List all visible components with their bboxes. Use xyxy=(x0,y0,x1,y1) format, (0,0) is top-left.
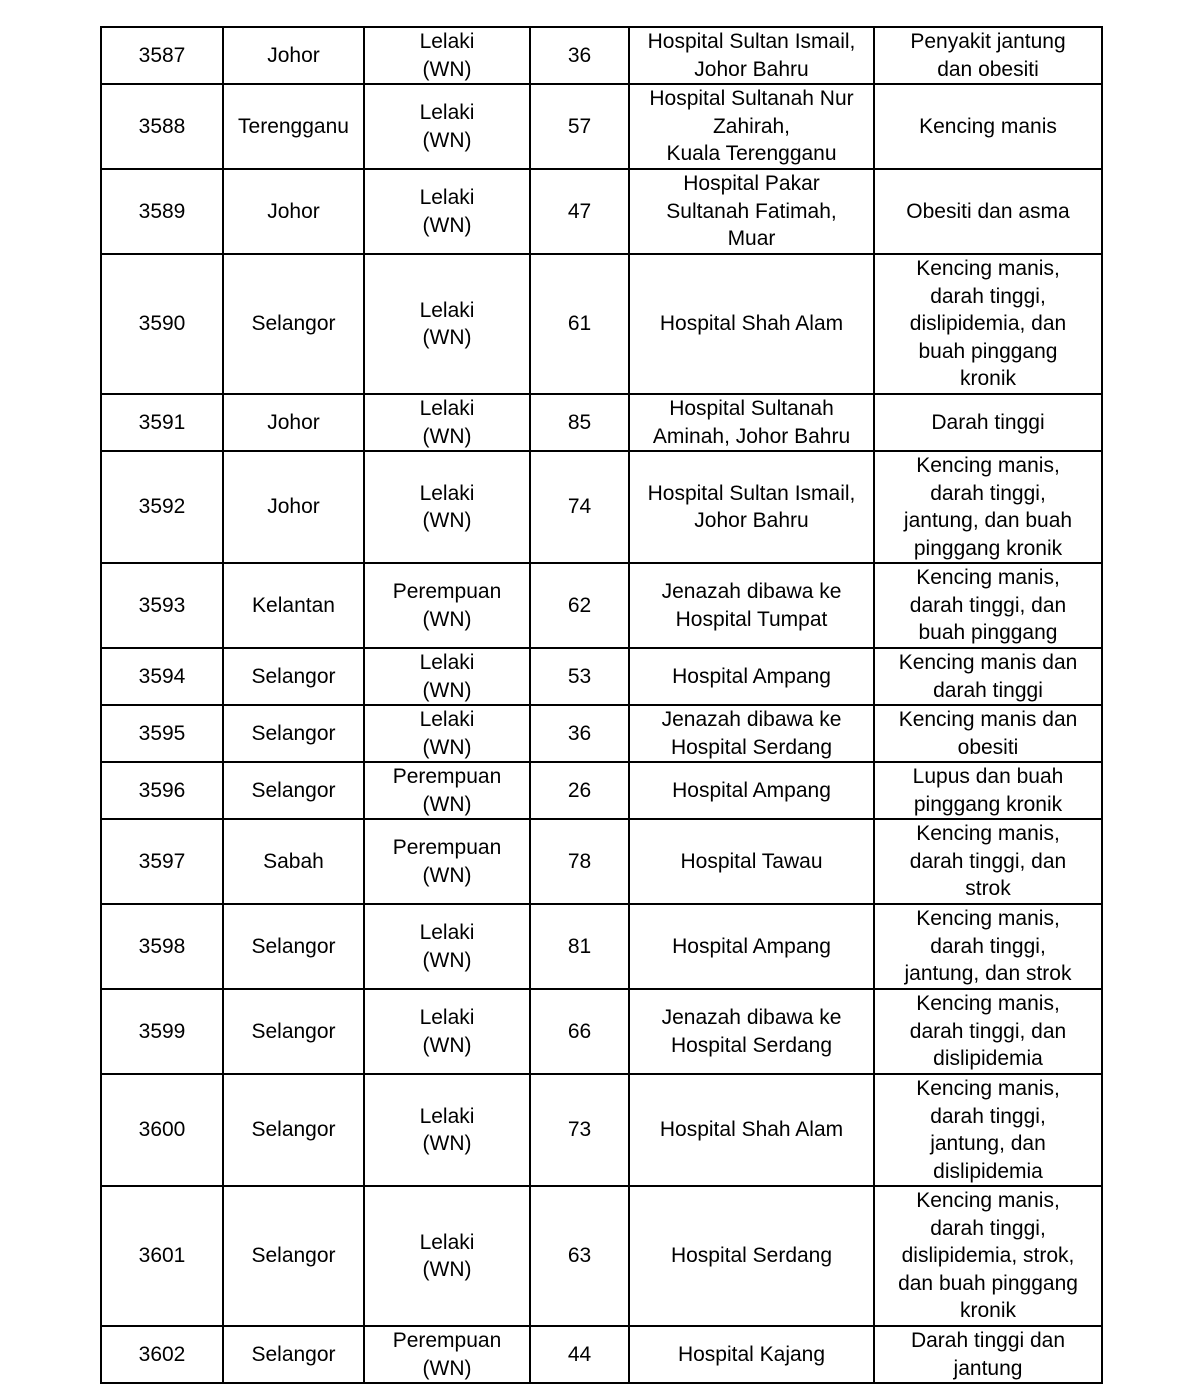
state-cell: Kelantan xyxy=(223,563,364,648)
table-body xyxy=(101,27,1102,1383)
hospital-cell: Hospital Ampang xyxy=(629,648,874,705)
age-cell: 66 xyxy=(530,989,629,1074)
state-cell: Johor xyxy=(223,169,364,254)
hospital-cell: Hospital Sultanah Nur Zahirah, Kuala Terengganu xyxy=(629,84,874,169)
state-cell: Sabah xyxy=(223,819,364,904)
comorbidity-cell: Lupus dan buah pinggang kronik xyxy=(874,762,1102,819)
table-row xyxy=(101,1326,1102,1383)
age-cell: 47 xyxy=(530,169,629,254)
gender-cell: Perempuan (WN) xyxy=(364,1326,530,1383)
case-number-cell: 3600 xyxy=(101,1074,223,1186)
gender-cell: Lelaki (WN) xyxy=(364,394,530,451)
age-cell: 53 xyxy=(530,648,629,705)
gender-cell: Lelaki (WN) xyxy=(364,705,530,762)
case-number-cell: 3601 xyxy=(101,1186,223,1326)
hospital-cell: Jenazah dibawa ke Hospital Serdang xyxy=(629,989,874,1074)
comorbidity-cell: Kencing manis, darah tinggi, jantung, dan buah pinggang kronik xyxy=(874,451,1102,563)
state-cell: Selangor xyxy=(223,1074,364,1186)
table-row xyxy=(101,705,1102,762)
hospital-cell: Jenazah dibawa ke Hospital Tumpat xyxy=(629,563,874,648)
comorbidity-cell: Penyakit jantung dan obesiti xyxy=(874,27,1102,84)
hospital-cell: Hospital Serdang xyxy=(629,1186,874,1326)
hospital-cell: Hospital Sultan Ismail, Johor Bahru xyxy=(629,27,874,84)
age-cell: 44 xyxy=(530,1326,629,1383)
comorbidity-cell: Kencing manis, darah tinggi, dan buah pinggang xyxy=(874,563,1102,648)
age-cell: 36 xyxy=(530,27,629,84)
table-row xyxy=(101,394,1102,451)
comorbidity-cell: Kencing manis, darah tinggi, dan strok xyxy=(874,819,1102,904)
table-row xyxy=(101,254,1102,394)
state-cell: Selangor xyxy=(223,1186,364,1326)
gender-cell: Lelaki (WN) xyxy=(364,451,530,563)
table-row xyxy=(101,648,1102,705)
state-cell: Johor xyxy=(223,27,364,84)
age-cell: 26 xyxy=(530,762,629,819)
comorbidity-cell: Kencing manis, darah tinggi, jantung, dan strok xyxy=(874,904,1102,989)
comorbidity-cell: Kencing manis, darah tinggi, dan dislipidemia xyxy=(874,989,1102,1074)
hospital-cell: Hospital Ampang xyxy=(629,762,874,819)
age-cell: 85 xyxy=(530,394,629,451)
age-cell: 81 xyxy=(530,904,629,989)
table-row xyxy=(101,1186,1102,1326)
age-cell: 57 xyxy=(530,84,629,169)
case-number-cell: 3590 xyxy=(101,254,223,394)
hospital-cell: Hospital Shah Alam xyxy=(629,1074,874,1186)
age-cell: 63 xyxy=(530,1186,629,1326)
comorbidity-cell: Kencing manis, darah tinggi, dislipidemia, dan buah pinggang kronik xyxy=(874,254,1102,394)
age-cell: 61 xyxy=(530,254,629,394)
table-row xyxy=(101,169,1102,254)
death-cases-table xyxy=(100,26,1103,1384)
state-cell: Selangor xyxy=(223,904,364,989)
table-row xyxy=(101,563,1102,648)
age-cell: 36 xyxy=(530,705,629,762)
hospital-cell: Hospital Tawau xyxy=(629,819,874,904)
comorbidity-cell: Kencing manis xyxy=(874,84,1102,169)
hospital-cell: Hospital Kajang xyxy=(629,1326,874,1383)
hospital-cell: Hospital Sultanah Aminah, Johor Bahru xyxy=(629,394,874,451)
state-cell: Selangor xyxy=(223,762,364,819)
table-row xyxy=(101,451,1102,563)
state-cell: Terengganu xyxy=(223,84,364,169)
gender-cell: Lelaki (WN) xyxy=(364,989,530,1074)
gender-cell: Lelaki (WN) xyxy=(364,1186,530,1326)
gender-cell: Lelaki (WN) xyxy=(364,904,530,989)
gender-cell: Lelaki (WN) xyxy=(364,84,530,169)
gender-cell: Perempuan (WN) xyxy=(364,762,530,819)
case-number-cell: 3602 xyxy=(101,1326,223,1383)
state-cell: Selangor xyxy=(223,989,364,1074)
comorbidity-cell: Obesiti dan asma xyxy=(874,169,1102,254)
state-cell: Selangor xyxy=(223,254,364,394)
case-number-cell: 3596 xyxy=(101,762,223,819)
table-row xyxy=(101,1074,1102,1186)
state-cell: Selangor xyxy=(223,705,364,762)
gender-cell: Lelaki (WN) xyxy=(364,648,530,705)
state-cell: Johor xyxy=(223,451,364,563)
age-cell: 62 xyxy=(530,563,629,648)
hospital-cell: Jenazah dibawa ke Hospital Serdang xyxy=(629,705,874,762)
comorbidity-cell: Kencing manis dan obesiti xyxy=(874,705,1102,762)
gender-cell: Lelaki (WN) xyxy=(364,254,530,394)
table-row xyxy=(101,989,1102,1074)
state-cell: Johor xyxy=(223,394,364,451)
comorbidity-cell: Kencing manis, darah tinggi, jantung, dan dislipidemia xyxy=(874,1074,1102,1186)
comorbidity-cell: Darah tinggi dan jantung xyxy=(874,1326,1102,1383)
case-number-cell: 3591 xyxy=(101,394,223,451)
state-cell: Selangor xyxy=(223,1326,364,1383)
case-number-cell: 3592 xyxy=(101,451,223,563)
comorbidity-cell: Kencing manis dan darah tinggi xyxy=(874,648,1102,705)
case-number-cell: 3593 xyxy=(101,563,223,648)
table-row xyxy=(101,27,1102,84)
case-number-cell: 3599 xyxy=(101,989,223,1074)
case-number-cell: 3597 xyxy=(101,819,223,904)
gender-cell: Perempuan (WN) xyxy=(364,819,530,904)
hospital-cell: Hospital Ampang xyxy=(629,904,874,989)
table-row xyxy=(101,84,1102,169)
table-row xyxy=(101,762,1102,819)
case-number-cell: 3598 xyxy=(101,904,223,989)
case-number-cell: 3595 xyxy=(101,705,223,762)
gender-cell: Lelaki (WN) xyxy=(364,169,530,254)
comorbidity-cell: Darah tinggi xyxy=(874,394,1102,451)
age-cell: 78 xyxy=(530,819,629,904)
age-cell: 74 xyxy=(530,451,629,563)
case-number-cell: 3588 xyxy=(101,84,223,169)
table-row xyxy=(101,904,1102,989)
state-cell: Selangor xyxy=(223,648,364,705)
case-number-cell: 3589 xyxy=(101,169,223,254)
hospital-cell: Hospital Pakar Sultanah Fatimah, Muar xyxy=(629,169,874,254)
case-number-cell: 3587 xyxy=(101,27,223,84)
age-cell: 73 xyxy=(530,1074,629,1186)
hospital-cell: Hospital Sultan Ismail, Johor Bahru xyxy=(629,451,874,563)
gender-cell: Lelaki (WN) xyxy=(364,27,530,84)
case-number-cell: 3594 xyxy=(101,648,223,705)
table-row xyxy=(101,819,1102,904)
gender-cell: Perempuan (WN) xyxy=(364,563,530,648)
gender-cell: Lelaki (WN) xyxy=(364,1074,530,1186)
comorbidity-cell: Kencing manis, darah tinggi, dislipidemia, strok, dan buah pinggang kronik xyxy=(874,1186,1102,1326)
hospital-cell: Hospital Shah Alam xyxy=(629,254,874,394)
